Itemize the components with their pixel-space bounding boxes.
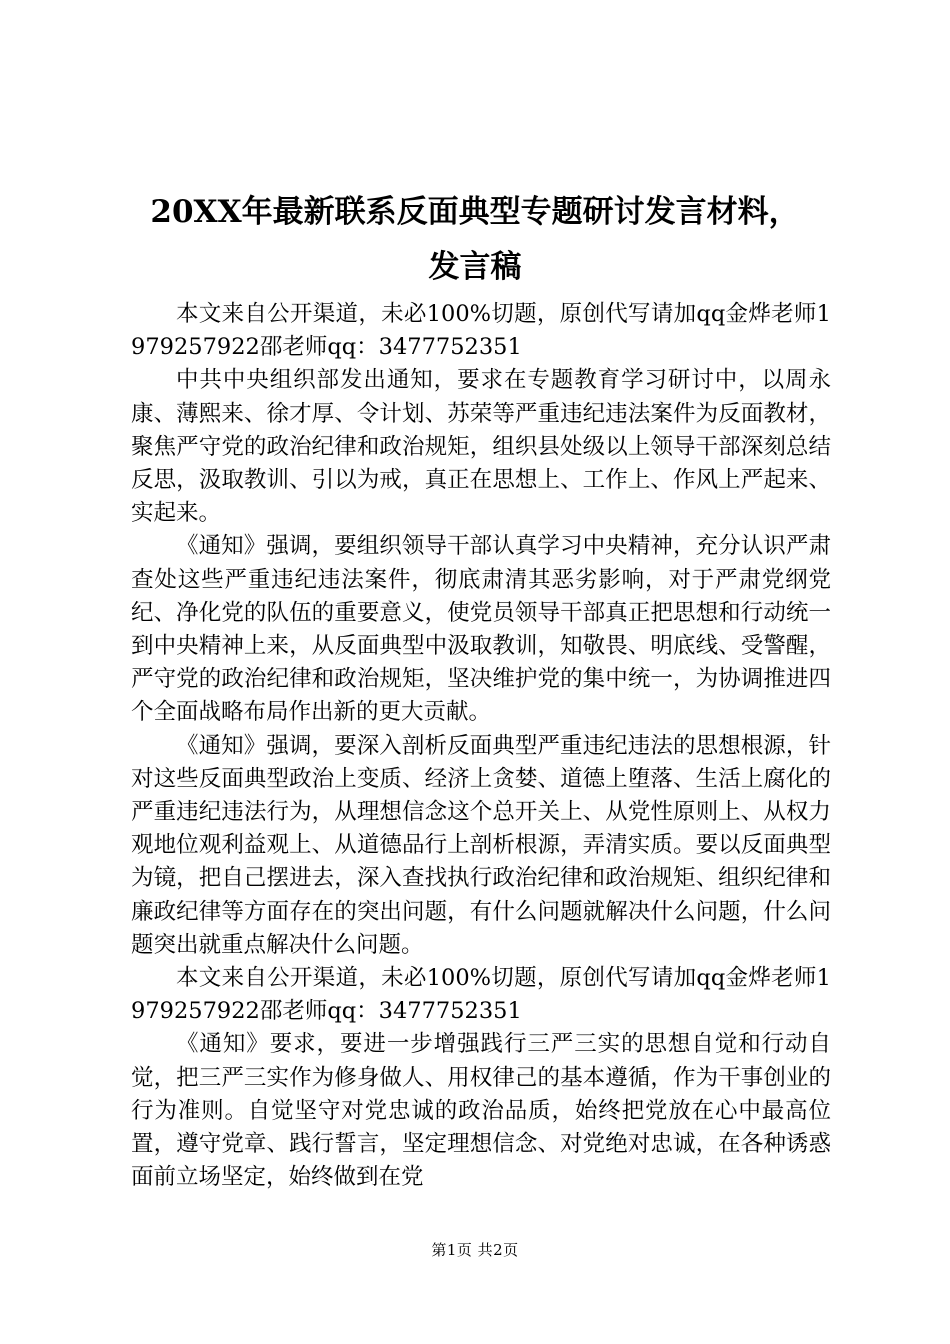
paragraph: 《通知》要求，要进一步增强践行三严三实的思想自觉和行动自觉，把三严三实作为修身做人、用权律己的基本遵循，作为干事创业的行为准则。自觉坚守对党忠诚的政治品质，始终把党放在心中最高位置，遵守党章、践行誓言，坚定理想信念、对党绝对忠诚，在各种诱惑面前立场坚定，始终做到在党 <box>131 1031 831 1191</box>
title-line-2: 发言稿 <box>428 249 522 285</box>
paragraph: 中共中央组织部发出通知，要求在专题教育学习研讨中，以周永康、薄熙来、徐才厚、令计划、苏荣等严重违纪违法案件为反面教材，聚焦严守党的政治纪律和政治规矩，组织县处级以上领导干部深刻总结反思，汲取教训、引以为戒，真正在思想上、工作上、作风上严起来、实起来。 <box>131 367 831 527</box>
paragraph: 《通知》强调，要深入剖析反面典型严重违纪违法的思想根源，针对这些反面典型政治上变质、经济上贪婪、道德上堕落、生活上腐化的严重违纪违法行为，从理想信念这个总开关上、从党性原则上、从权力观地位观利益观上、从道德品行上剖析根源，弄清实质。要以反面典型为镜，把自己摆进去，深入查找执行政治纪律和政治规矩、组织纪律和廉政纪律等方面存在的突出问题，有什么问题就解决什么问题，什么问题突出就重点解决什么问题。 <box>131 732 831 958</box>
document-body <box>131 298 831 1194</box>
page-number-footer: 第1页 共2页 <box>431 1241 519 1259</box>
paragraph: 《通知》强调，要组织领导干部认真学习中央精神，充分认识严肃查处这些严重违纪违法案件，彻底肃清其恶劣影响，对于严肃党纲党纪、净化党的队伍的重要意义，使党员领导干部真正把思想和行动统一到中央精神上来，从反面典型中汲取教训，知敬畏、明底线、受警醒，严守党的政治纪律和政治规矩，坚决维护党的集中统一，为协调推进四个全面战略布局作出新的更大贡献。 <box>131 533 831 726</box>
title-line-1: 20XX年最新联系反面典型专题研讨发言材料， <box>150 194 800 230</box>
paragraph-source-note: 本文来自公开渠道，未必100%切题，原创代写请加qq金烨老师1979257922邵老师qq：3477752351 <box>131 965 831 1025</box>
document-title <box>120 185 830 295</box>
paragraph-source-note: 本文来自公开渠道，未必100%切题，原创代写请加qq金烨老师1979257922邵老师qq：3477752351 <box>131 301 831 361</box>
